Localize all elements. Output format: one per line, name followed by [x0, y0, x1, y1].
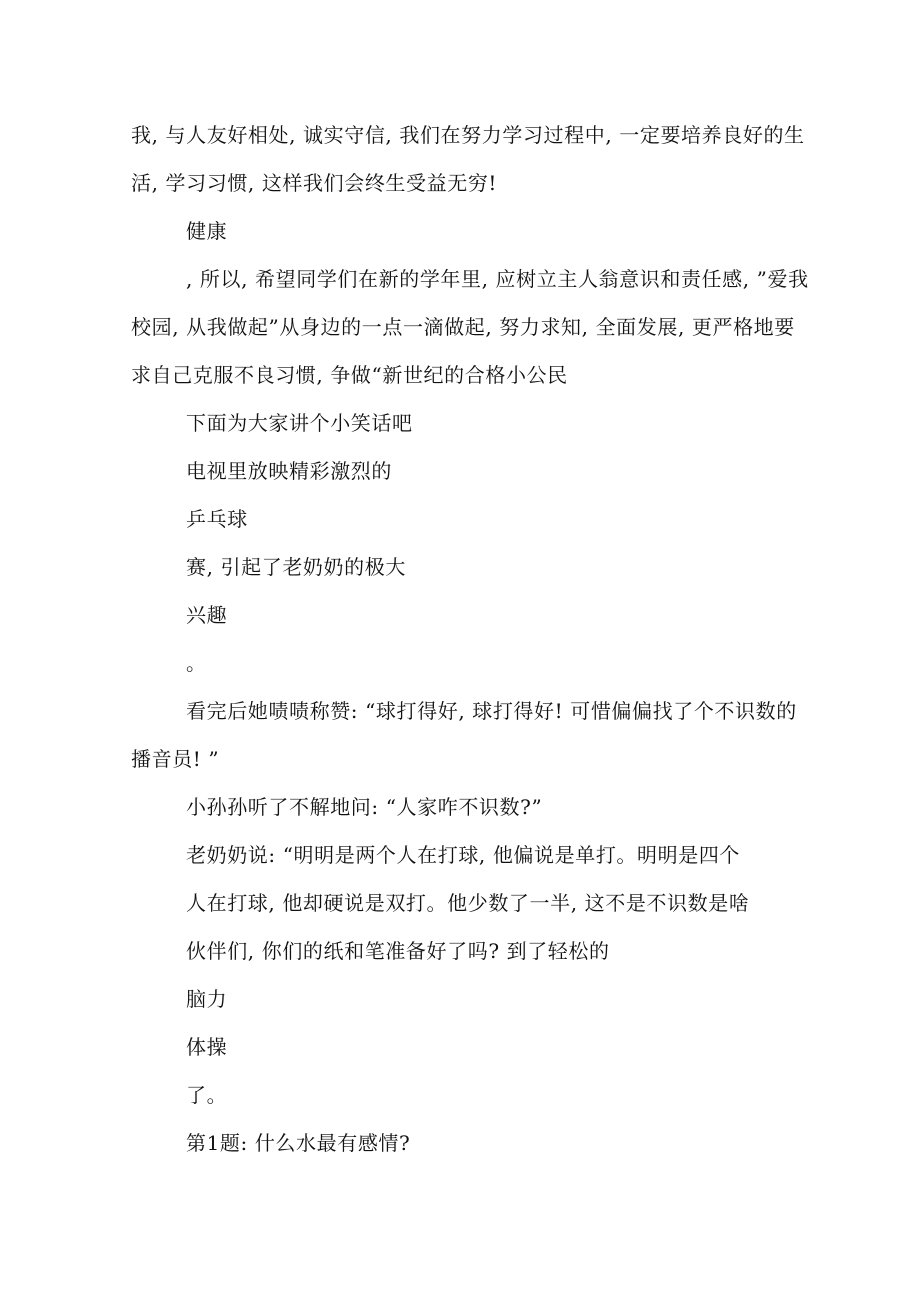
- text-line-11: 兴趣: [186, 603, 228, 627]
- text-line-22: 第1题: 什么水最有感情?: [186, 1131, 411, 1155]
- text-line-5: 校园, 从我做起”从身边的一点一滴做起, 努力求知, 全面发展, 更严格地要: [131, 315, 795, 339]
- text-line-7: 下面为大家讲个小笑话吧: [186, 411, 413, 435]
- text-line-20: 体操: [186, 1035, 228, 1059]
- text-line-9: 乒乓球: [186, 507, 248, 531]
- text-line-19: 脑力: [186, 987, 228, 1011]
- text-line-6: 求自己克服不良习惯, 争做“新世纪的合格小公民: [131, 363, 568, 387]
- text-line-2: 活, 学习习惯, 这样我们会终生受益无穷!: [131, 171, 498, 195]
- text-line-13: 看完后她啧啧称赞: “球打得好, 球打得好! 可惜偏偏找了个不识数的: [186, 699, 797, 723]
- text-line-10: 赛, 引起了老奶奶的极大: [186, 555, 406, 579]
- text-line-16: 老奶奶说: “明明是两个人在打球, 他偏说是单打。明明是四个: [186, 843, 741, 867]
- text-line-21: 了。: [186, 1083, 228, 1107]
- text-line-3: 健康: [186, 219, 228, 243]
- text-line-1: 我, 与人友好相处, 诚实守信, 我们在努力学习过程中, 一定要培养良好的生: [131, 123, 805, 147]
- text-line-8: 电视里放映精彩激烈的: [186, 459, 392, 483]
- text-line-14: 播音员! ”: [131, 747, 220, 771]
- text-line-12: 。: [186, 651, 207, 675]
- text-line-4: , 所以, 希望同学们在新的学年里, 应树立主人翁意识和责任感, ”爱我: [186, 267, 809, 291]
- text-line-15: 小孙孙听了不解地问: “人家咋不识数?”: [186, 795, 543, 819]
- text-line-18: 伙伴们, 你们的纸和笔准备好了吗? 到了轻松的: [186, 939, 610, 963]
- text-line-17: 人在打球, 他却硬说是双打。他少数了一半, 这不是不识数是啥: [186, 891, 750, 915]
